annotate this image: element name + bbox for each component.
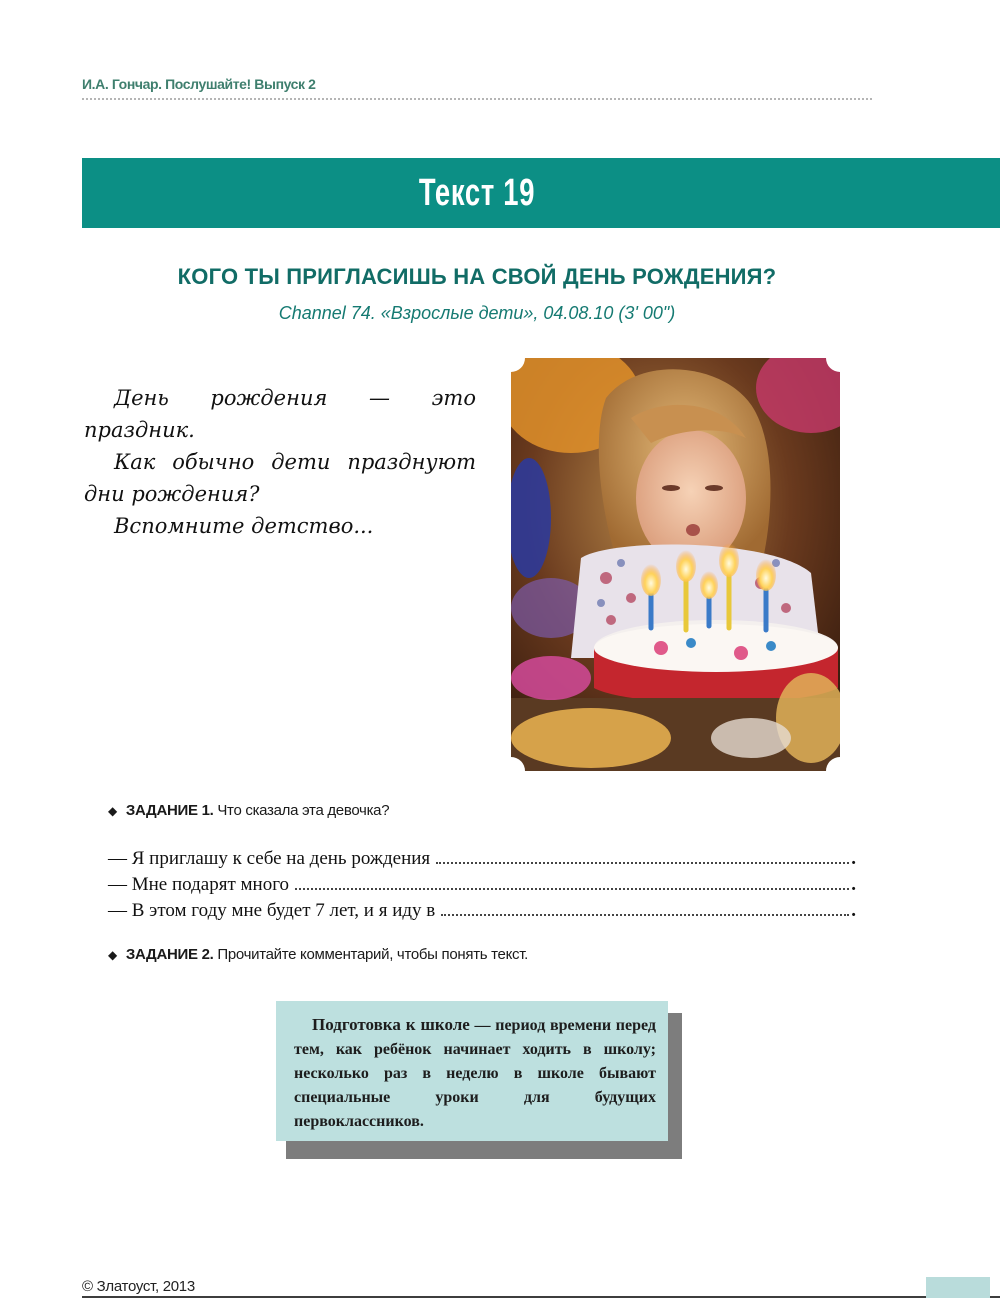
comment-definition: — период времени перед тем, как ребёнок начинает ходить в школу; несколько раз в неделю в школе бывают специальные уроки для будущих первоклассников. [294, 1017, 657, 1130]
task-label: ЗАДАНИЕ 1. [125, 802, 214, 819]
fill-line [108, 872, 856, 898]
comment-text [294, 1013, 656, 1134]
source-line: Channel 74. «Взрослые дети», 04.08.10 (3' 00") [278, 303, 676, 323]
task-text: Прочитайте комментарий, чтобы понять текст. [217, 946, 528, 963]
fill-line-text: — В этом году мне будет 7 лет, и я иду в [108, 900, 436, 921]
answer-blank[interactable] [436, 862, 849, 864]
diamond-bullet-icon: ◆ [108, 948, 117, 962]
intro-paragraph: Как обычно дети празднуют дни рождения? [84, 450, 476, 506]
intro-paragraph: Вспомните детство... [114, 514, 374, 538]
answer-blank[interactable] [295, 888, 849, 890]
banner-title: Текст 19 [418, 171, 536, 214]
comment-term: Подготовка к школе [312, 1015, 470, 1034]
page-title: КОГО ТЫ ПРИГЛАСИШЬ НА СВОЙ ДЕНЬ РОЖДЕНИЯ? [177, 264, 777, 289]
birthday-photo [511, 358, 840, 771]
answer-blank[interactable] [441, 914, 849, 916]
fill-line-text: — Мне подарят много [108, 874, 290, 895]
birthday-photo-icon [511, 358, 840, 771]
intro-text [84, 382, 476, 542]
comment-box [276, 1001, 668, 1141]
task-text: Что сказала эта девочка? [217, 802, 390, 819]
diamond-bullet-icon: ◆ [108, 804, 117, 818]
fill-line-end: . [851, 874, 856, 895]
task-label: ЗАДАНИЕ 2. [125, 946, 214, 963]
fill-line-text: — Я приглашу к себе на день рождения [108, 848, 431, 869]
fill-line [108, 898, 856, 924]
fill-in-lines [108, 846, 856, 924]
text-banner [82, 158, 1000, 228]
footer-copyright: © Златоуст, 2013 [82, 1278, 195, 1295]
footer-rule [82, 1296, 1000, 1298]
intro-paragraph: День рождения — это праздник. [84, 386, 476, 442]
fill-line [108, 846, 856, 872]
fill-line-end: . [851, 848, 856, 869]
running-head: И.А. Гончар. Послушайте! Выпуск 2 [82, 76, 872, 100]
fill-line-end: . [851, 900, 856, 921]
task-2 [108, 946, 528, 963]
task-1 [108, 802, 389, 819]
page-number-tab [926, 1277, 990, 1298]
